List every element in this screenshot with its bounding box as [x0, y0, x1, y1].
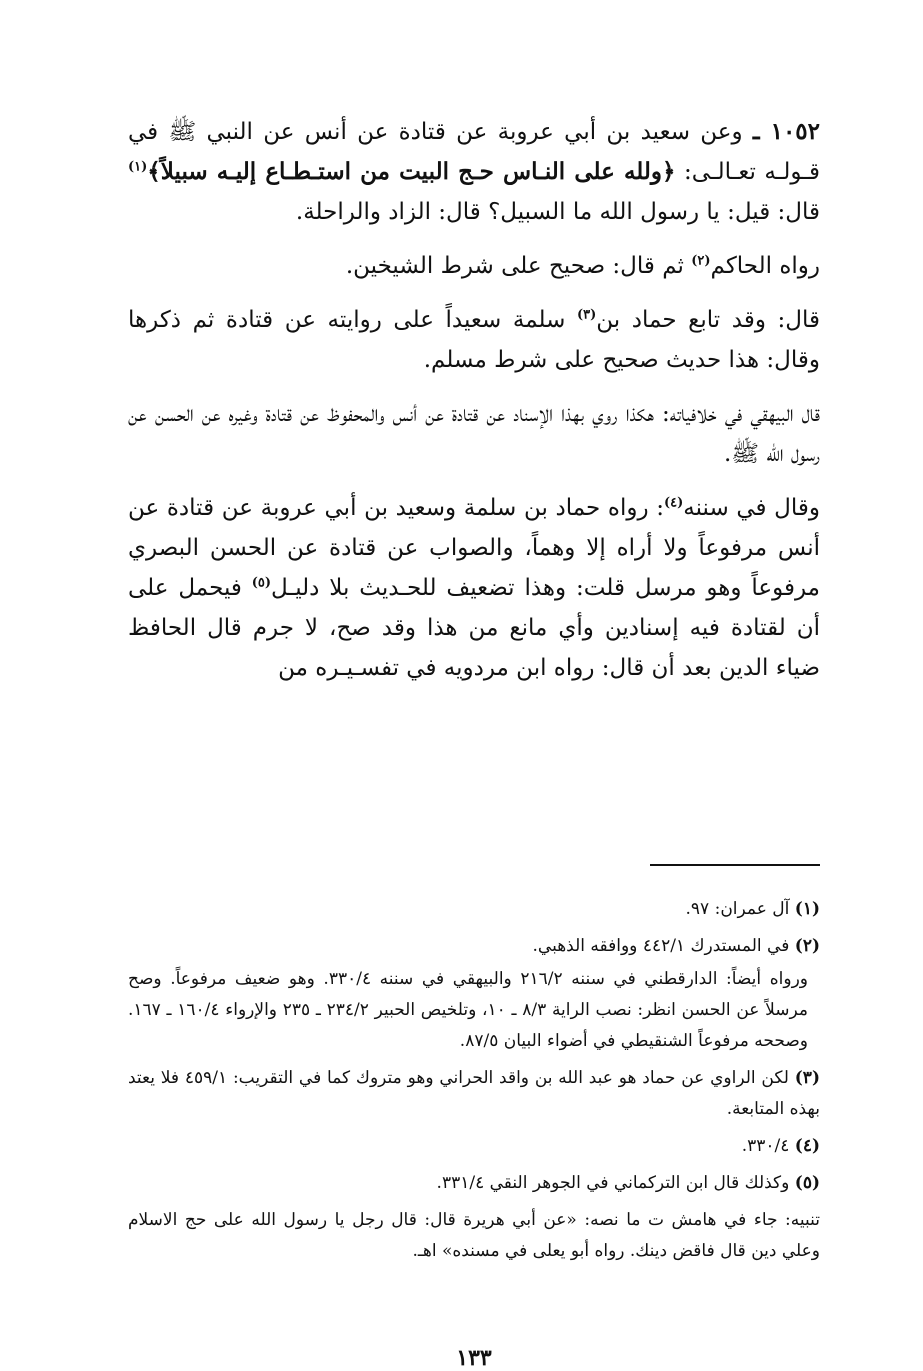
narration-paragraph	[128, 246, 820, 286]
footnote-2	[128, 931, 820, 962]
remark-text: تنبيه: جاء في هامش ت ما نصه: «عن أبي هريرة قال: قال رجل يا رسول الله على حج الاسلام وعلي دين قال فاقض دينك. رواه أبو يعلى في مسنده» اهـ.	[128, 1210, 820, 1261]
narration-text-b: ثم قال: صحيح على شرط الشيخين.	[345, 253, 684, 279]
narration-text-a: رواه الحاكم	[710, 253, 820, 279]
hadith-text-intro: وعن سعيد بن أبي عروبة عن قتادة عن أنس عن النبي ﷺ في قـولـه تعـالـى:	[128, 119, 821, 185]
bayhaqi-paragraph	[128, 394, 820, 474]
footnote-number: (٢)	[794, 936, 820, 956]
marginal-remark	[128, 1205, 820, 1267]
footnote-5	[128, 1168, 820, 1199]
footnote-ref-5: (٥)	[251, 575, 272, 591]
footnote-ref-1: (١)	[128, 159, 148, 175]
footnote-number: (٤)	[794, 1136, 820, 1156]
sunan-text-b: : رواه حماد بن سلمة وسعيد بن أبي عروبة عن قتادة عن أنس مرفوعاً ولا أراه إلا وهماً، والصواب عن قتادة عن الحسن البصري مرفوعاً وهو مرسل قلت: وهذا تضعيف للحـديث بلا دليـل	[128, 495, 820, 601]
footnote-number: (٥)	[794, 1173, 820, 1193]
footnote-ref-2: (٢)	[691, 253, 711, 269]
footnote-2-continuation	[128, 964, 820, 1057]
footnote-text: آل عمران: ٩٧.	[685, 899, 790, 919]
sunan-paragraph	[128, 488, 820, 688]
hadith-paragraph	[128, 112, 820, 232]
footnote-4	[128, 1131, 820, 1162]
bayhaqi-text: قال البيهقي في خلافياته: هكذا روي بهذا الإسناد عن قتادة عن أنس والمحفوظ عن قتادة وغيره عن الحسن عن رسول الله ﷺ.	[128, 401, 820, 467]
footnote-text: ٣٣٠/٤.	[741, 1136, 790, 1156]
footnote-1	[128, 894, 820, 925]
corroboration-text-b: سلمة سعيداً على روايته عن قتادة ثم ذكرها وقال: هذا حديث صحيح على شرط مسلم.	[128, 307, 820, 373]
footnotes	[128, 894, 820, 1273]
footnote-text: وكذلك قال ابن التركماني في الجوهر النقي ٣٣١/٤.	[436, 1173, 790, 1193]
corroboration-paragraph	[128, 300, 820, 380]
footnote-number: (١)	[794, 899, 820, 919]
corroboration-text-a: قال: وقد تابع حماد بن	[596, 307, 820, 333]
footnote-ref-3: (٣)	[576, 307, 597, 323]
page-number: ١٣٣	[456, 1345, 492, 1371]
sunan-text-a: وقال في سننه	[683, 495, 820, 521]
footnote-number: (٣)	[794, 1068, 820, 1088]
book-page	[128, 112, 821, 1371]
sunan-text-c: فيحمل على أن لقتادة فيه إسنادين وأي مانع من هذا وقد صح، لا جرم قال الحافظ ضياء الدين بعد أن قال: رواه ابن مردويه في تفسـيـره من	[128, 575, 820, 681]
main-text	[128, 112, 820, 688]
footnote-separator	[650, 864, 820, 866]
footnote-3	[128, 1063, 820, 1125]
footnote-text: في المستدرك ٤٤٢/١ ووافقه الذهبي.	[532, 936, 790, 956]
footnote-text: لكن الراوي عن حماد هو عبد الله بن واقد الحراني وهو متروك كما في التقريب: ٤٥٩/١ فلا يعتد بهذه المتابعة.	[128, 1068, 820, 1119]
footnote-ref-4: (٤)	[663, 495, 684, 511]
hadith-text-body: قال: قيل: يا رسول الله ما السبيل؟ قال: الزاد والراحلة.	[295, 199, 820, 225]
footnote-text: ورواه أيضاً: الدارقطني في سننه ٢١٦/٢ والبيهقي في سننه ٣٣٠/٤. وهو ضعيف مرفوعاً. وصح مرسلاً عن الحسن انظر: نصب الراية ٨/٣ ـ ١٠، وتلخيص الحبير ٢٣٤/٢ ـ ٢٣٥ والإرواء ١٦٠/٤ ـ ١٦٧. وصححه مرفوعاً الشنقيطي في أضواء البيان ٨٧/٥.	[128, 969, 809, 1051]
quran-verse: ﴿ولله على النـاس حـج البيت من استـطـاع إليـه سبيلاً﴾	[147, 158, 676, 185]
hadith-number: ١٠٥٢ ـ	[752, 118, 821, 145]
